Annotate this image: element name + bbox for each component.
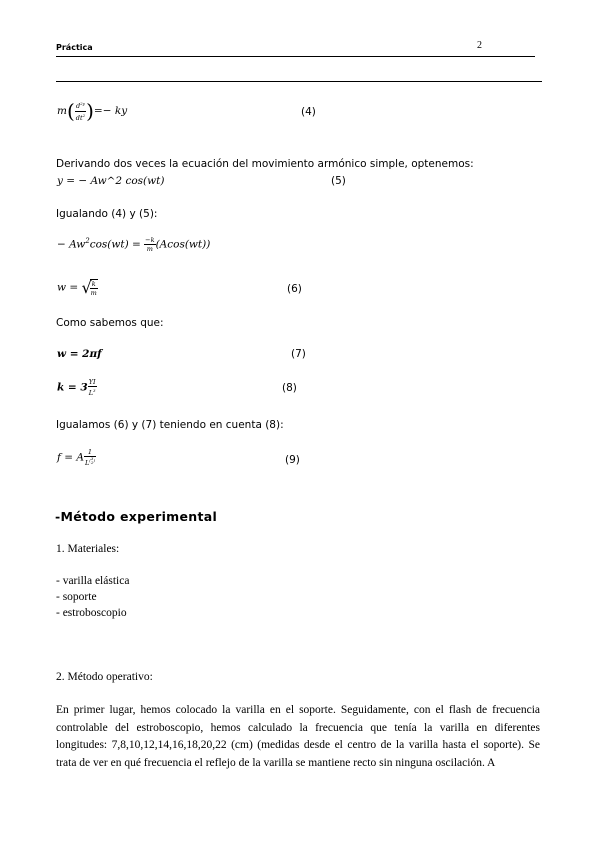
materials-heading: 1. Materiales:	[56, 543, 120, 555]
method-body: En primer lugar, hemos colocado la varilla en el soporte. Seguidamente, con el flash de frecuencia controlable del estroboscopio, hemos calculado la frecuencia que tenía la varilla en diferentes longitudes: 7,8,10,12,14,16,18,20,22 (cm) (medidas desde el centro de la varilla hasta el soporte). Se trata de ver en qué frecuencia el reflejo de la varilla se mantiene recto sin ninguna oscilación. A	[56, 704, 540, 769]
equation-8-number: (8)	[282, 382, 297, 394]
equation-6: w = √ $\frac{k}{m}$	[57, 278, 97, 297]
equation-combined: − $Aw^2\cos(wt)$ = $\frac{-k}{m}$ (Acos(wt))	[57, 236, 211, 253]
equation-4-number: (4)	[301, 106, 316, 118]
list-item: - varilla elástica	[56, 575, 130, 587]
top-rule	[56, 81, 542, 82]
paragraph-igualando: Igualando (4) y (5):	[56, 208, 158, 220]
section-title: -Método experimental	[55, 509, 218, 524]
paragraph-como-sabemos: Como sabemos que:	[56, 317, 164, 329]
materials-list	[56, 573, 129, 621]
page-number: 2	[477, 40, 482, 51]
header-rule	[56, 56, 535, 57]
equation-5-number: (5)	[331, 175, 346, 187]
equation-4: m( $\frac{d^{2y}}{dt^2}$ )=− ky	[57, 99, 128, 123]
header-title: Práctica	[56, 43, 93, 52]
equation-9: f = A 1 $L^{(3 2)}$	[57, 448, 95, 468]
equation-7: w = 2πf	[57, 348, 102, 360]
equation-8: k = 3 $\frac{YI}{L^3}$	[57, 378, 96, 398]
list-item: - estroboscopio	[56, 607, 127, 619]
list-item: - soporte	[56, 591, 97, 603]
equation-9-number: (9)	[285, 454, 300, 466]
equation-5: y = − Aw^2 cos(wt)	[57, 175, 165, 187]
equation-4-ky: ky	[114, 105, 128, 117]
paragraph-igualamos: Igualamos (6) y (7) teniendo en cuenta (8):	[56, 419, 284, 431]
paragraph-derivando: Derivando dos veces la ecuación del movimiento armónico simple, optenemos:	[56, 158, 474, 170]
method-heading: 2. Método operativo:	[56, 671, 153, 683]
equation-6-number: (6)	[287, 283, 302, 295]
equation-7-number: (7)	[291, 348, 306, 360]
